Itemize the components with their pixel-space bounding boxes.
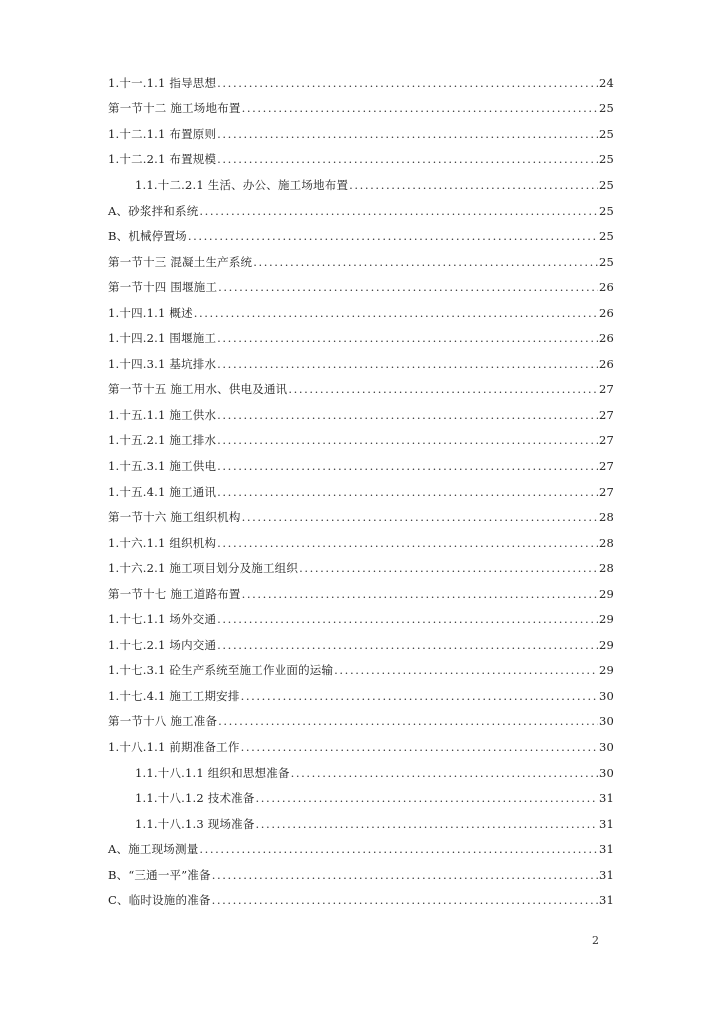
toc-dot-leader	[218, 714, 598, 728]
toc-entry[interactable]	[108, 325, 614, 351]
toc-dot-leader	[217, 331, 598, 345]
toc-dot-leader	[241, 689, 598, 703]
toc-entry-title: 1.十四.3.1 基坑排水	[108, 356, 217, 371]
toc-entry-title: 1.十五.4.1 施工通讯	[108, 484, 217, 499]
toc-entry[interactable]	[108, 581, 614, 607]
toc-dot-leader	[212, 868, 598, 882]
toc-entry-title: 1.十六.1.1 组织机构	[108, 535, 217, 550]
toc-entry[interactable]	[108, 274, 614, 300]
toc-entry-title: 第一节十八 施工准备	[108, 714, 218, 729]
toc-entry-title: 1.1.十八.1.1 组织和思想准备	[135, 765, 290, 780]
toc-entry[interactable]	[108, 555, 614, 581]
toc-entry[interactable]	[108, 147, 614, 173]
toc-entry-title: 1.十二.1.1 布置原则	[108, 126, 217, 141]
toc-entry-title: 1.十五.1.1 施工供水	[108, 407, 217, 422]
toc-entry[interactable]	[108, 785, 614, 811]
toc-entry-page: 25	[598, 152, 614, 167]
toc-entry-page: 31	[598, 791, 614, 806]
toc-entry-page: 25	[598, 254, 614, 269]
toc-entry-page: 25	[598, 229, 614, 244]
toc-entry[interactable]	[108, 300, 614, 326]
toc-entry-page: 29	[598, 612, 614, 627]
toc-entry-page: 25	[598, 126, 614, 141]
toc-entry[interactable]	[108, 734, 614, 760]
toc-dot-leader	[242, 510, 598, 524]
toc-entry-title: 1.十五.3.1 施工供电	[108, 458, 217, 473]
toc-entry-page: 30	[598, 765, 614, 780]
toc-entry[interactable]	[108, 223, 614, 249]
toc-entry-title: 1.十二.2.1 布置规模	[108, 152, 217, 167]
toc-dot-leader	[217, 408, 598, 422]
toc-entry-title: 第一节十五 施工用水、供电及通讯	[108, 382, 288, 397]
toc-entry-title: 第一节十二 施工场地布置	[108, 101, 241, 116]
toc-entry-title: A、施工现场测量	[108, 842, 199, 857]
toc-entry-page: 29	[598, 586, 614, 601]
toc-dot-leader	[242, 587, 598, 601]
toc-entry-title: 1.十六.2.1 施工项目划分及施工组织	[108, 561, 299, 576]
toc-entry-page: 27	[598, 458, 614, 473]
table-of-contents	[108, 70, 614, 913]
toc-entry-title: 1.十七.2.1 场内交通	[108, 637, 217, 652]
toc-entry-page: 31	[598, 893, 614, 908]
toc-entry-title: 1.十一.1.1 指导思想	[108, 75, 217, 90]
toc-dot-leader	[241, 740, 598, 754]
toc-dot-leader	[288, 382, 598, 396]
toc-dot-leader	[199, 204, 598, 218]
page-number: 2	[592, 934, 599, 947]
toc-entry-title: 1.十四.2.1 围堰施工	[108, 331, 217, 346]
toc-entry-page: 27	[598, 484, 614, 499]
toc-entry-page: 26	[598, 305, 614, 320]
toc-entry[interactable]	[108, 530, 614, 556]
toc-entry-title: 1.十四.1.1 概述	[108, 305, 193, 320]
toc-entry[interactable]	[108, 862, 614, 888]
toc-entry[interactable]	[108, 760, 614, 786]
toc-dot-leader	[291, 766, 598, 780]
toc-entry-title: B、“三通一平”准备	[108, 867, 211, 882]
toc-dot-leader	[253, 255, 598, 269]
toc-entry[interactable]	[108, 96, 614, 122]
toc-entry-title: 第一节十三 混凝土生产系统	[108, 254, 253, 269]
toc-entry[interactable]	[108, 121, 614, 147]
toc-entry-title: 1.1.十八.1.3 现场准备	[135, 816, 255, 831]
toc-entry-page: 25	[598, 101, 614, 116]
toc-entry[interactable]	[108, 198, 614, 224]
toc-dot-leader	[188, 229, 598, 243]
toc-entry-page: 29	[598, 663, 614, 678]
toc-dot-leader	[218, 280, 598, 294]
toc-entry-title: B、机械停置场	[108, 229, 187, 244]
toc-dot-leader	[349, 178, 598, 192]
toc-dot-leader	[299, 561, 598, 575]
toc-entry-page: 28	[598, 561, 614, 576]
toc-entry[interactable]	[108, 836, 614, 862]
toc-entry-page: 27	[598, 407, 614, 422]
toc-entry-page: 26	[598, 280, 614, 295]
toc-entry[interactable]	[108, 479, 614, 505]
toc-dot-leader	[217, 433, 598, 447]
toc-entry-title: 1.十八.1.1 前期准备工作	[108, 739, 240, 754]
toc-entry-page: 28	[598, 535, 614, 550]
toc-entry-title: 1.十七.3.1 砼生产系统至施工作业面的运输	[108, 663, 334, 678]
toc-dot-leader	[217, 152, 598, 166]
toc-dot-leader	[217, 127, 598, 141]
toc-entry-title: 1.1.十二.2.1 生活、办公、施工场地布置	[135, 177, 349, 192]
toc-dot-leader	[199, 842, 598, 856]
toc-dot-leader	[217, 459, 598, 473]
toc-entry-page: 27	[598, 382, 614, 397]
toc-dot-leader	[242, 101, 598, 115]
toc-entry[interactable]	[108, 632, 614, 658]
toc-entry-title: 1.十七.1.1 场外交通	[108, 612, 217, 627]
toc-entry-title: 第一节十六 施工组织机构	[108, 510, 241, 525]
toc-entry-page: 30	[598, 714, 614, 729]
toc-entry[interactable]	[108, 504, 614, 530]
toc-dot-leader	[256, 817, 598, 831]
toc-entry-page: 29	[598, 637, 614, 652]
toc-entry-page: 31	[598, 842, 614, 857]
toc-entry-page: 30	[598, 739, 614, 754]
toc-entry[interactable]	[108, 249, 614, 275]
toc-entry[interactable]	[108, 402, 614, 428]
toc-entry-title: 1.十五.2.1 施工排水	[108, 433, 217, 448]
toc-dot-leader	[217, 612, 598, 626]
toc-entry-title: 1.1.十八.1.2 技术准备	[135, 791, 255, 806]
toc-entry-page: 26	[598, 356, 614, 371]
toc-entry-page: 26	[598, 331, 614, 346]
toc-entry-title: A、砂浆拌和系统	[108, 203, 199, 218]
toc-dot-leader	[217, 357, 598, 371]
toc-entry[interactable]	[108, 683, 614, 709]
toc-entry-title: 第一节十七 施工道路布置	[108, 586, 241, 601]
toc-entry[interactable]	[108, 811, 614, 837]
toc-entry-page: 24	[598, 75, 614, 90]
toc-entry-page: 25	[598, 177, 614, 192]
toc-dot-leader	[256, 791, 598, 805]
toc-dot-leader	[217, 638, 598, 652]
toc-entry-title: C、临时设施的准备	[108, 893, 211, 908]
toc-entry[interactable]	[108, 888, 614, 914]
toc-dot-leader	[217, 76, 598, 90]
toc-entry[interactable]	[108, 70, 614, 96]
toc-dot-leader	[212, 893, 598, 907]
toc-dot-leader	[334, 663, 598, 677]
toc-entry[interactable]	[108, 658, 614, 684]
toc-entry[interactable]	[108, 428, 614, 454]
toc-entry-title: 1.十七.4.1 施工工期安排	[108, 688, 240, 703]
toc-entry-page: 30	[598, 688, 614, 703]
toc-entry[interactable]	[108, 606, 614, 632]
toc-entry-page: 28	[598, 510, 614, 525]
toc-dot-leader	[194, 306, 598, 320]
toc-entry[interactable]	[108, 377, 614, 403]
toc-dot-leader	[217, 485, 598, 499]
toc-entry[interactable]	[108, 351, 614, 377]
toc-entry-page: 31	[598, 867, 614, 882]
toc-entry-page: 27	[598, 433, 614, 448]
toc-entry-page: 25	[598, 203, 614, 218]
toc-dot-leader	[217, 536, 598, 550]
toc-entry[interactable]	[108, 453, 614, 479]
toc-entry[interactable]	[108, 172, 614, 198]
toc-entry[interactable]	[108, 709, 614, 735]
toc-entry-page: 31	[598, 816, 614, 831]
toc-entry-title: 第一节十四 围堰施工	[108, 280, 218, 295]
